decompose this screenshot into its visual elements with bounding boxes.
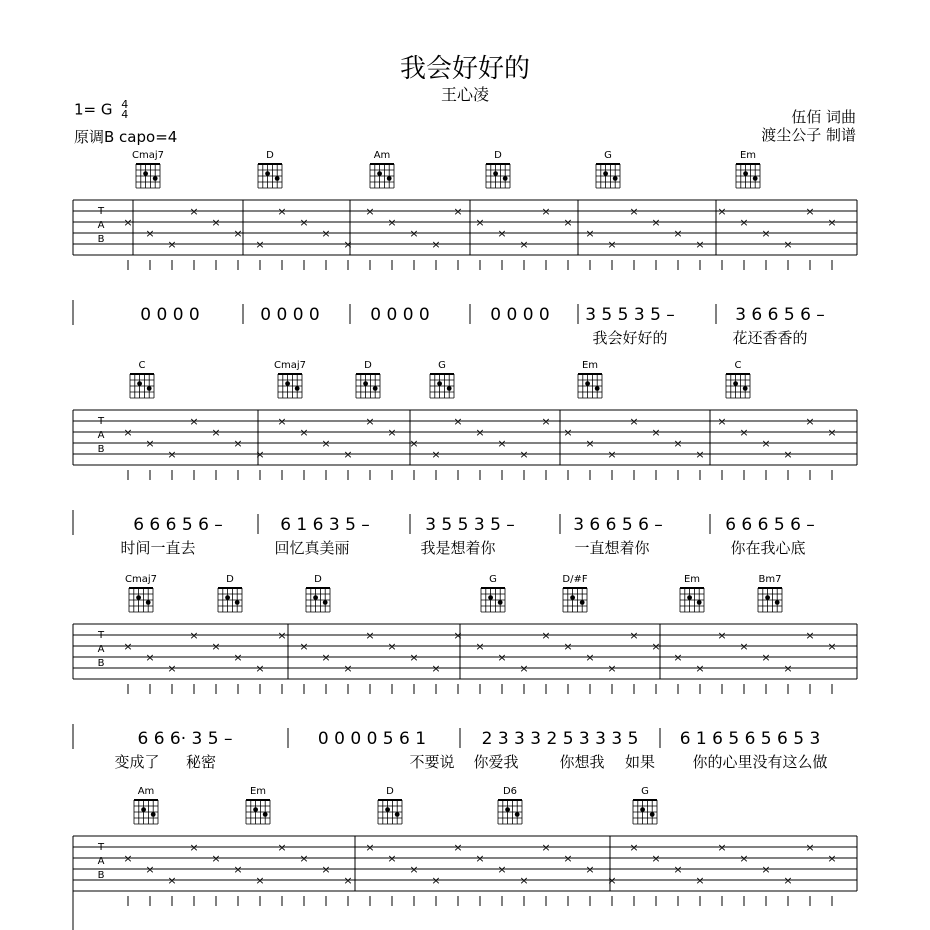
- note-mark: ×: [321, 863, 331, 876]
- note-mark: ×: [695, 874, 705, 887]
- chord-name: Am: [137, 786, 155, 797]
- chord-dot: [505, 807, 510, 812]
- note-mark: ×: [607, 874, 617, 887]
- note-mark: ×: [805, 841, 815, 854]
- chord-name: D: [364, 360, 372, 371]
- chord-dot: [595, 386, 600, 391]
- chord-diagram: [736, 150, 760, 188]
- chord-name: Bm7: [758, 574, 782, 585]
- chord-dot: [570, 595, 575, 600]
- note-mark: ×: [629, 629, 639, 642]
- chord-diagram: [370, 150, 394, 188]
- lyric: 变成了: [114, 753, 160, 771]
- note-mark: ×: [277, 415, 287, 428]
- note-mark: ×: [739, 640, 749, 653]
- original-key: 原调B capo=4: [74, 128, 178, 146]
- note-mark: ×: [673, 227, 683, 240]
- note-mark: ×: [497, 437, 507, 450]
- note-mark: ×: [233, 227, 243, 240]
- note-mark: ×: [651, 216, 661, 229]
- note-mark: ×: [343, 874, 353, 887]
- note-mark: ×: [211, 426, 221, 439]
- note-mark: ×: [233, 863, 243, 876]
- numbered-notes: 0 0 0 0 5 6 1: [317, 729, 427, 749]
- chord-diagram: [578, 360, 602, 398]
- note-mark: ×: [123, 640, 133, 653]
- note-mark: ×: [475, 426, 485, 439]
- chord-dot: [323, 600, 328, 605]
- chord-diagram: [633, 786, 657, 824]
- note-mark: ×: [365, 841, 375, 854]
- chord-name: D: [314, 574, 322, 585]
- lyric: 一直想着你: [574, 539, 650, 557]
- numbered-notes: 0 0 0 0: [370, 305, 430, 325]
- note-mark: ×: [563, 852, 573, 865]
- note-mark: ×: [783, 874, 793, 887]
- tab-clef-letter: B: [97, 234, 105, 245]
- note-mark: ×: [255, 448, 265, 461]
- chord-name: G: [489, 574, 497, 585]
- note-mark: ×: [717, 841, 727, 854]
- chord-name: Am: [373, 150, 391, 161]
- tab-clef-letter: A: [97, 220, 105, 231]
- lyric: 秘密: [185, 753, 217, 771]
- note-mark: ×: [519, 662, 529, 675]
- note-mark: ×: [299, 216, 309, 229]
- chord-dot: [141, 807, 146, 812]
- chord-dot: [733, 381, 738, 386]
- chord-dot: [235, 600, 240, 605]
- note-mark: ×: [761, 863, 771, 876]
- note-mark: ×: [607, 448, 617, 461]
- key-label: 1= G: [74, 100, 113, 119]
- chord-dot: [253, 807, 258, 812]
- tab-clef-letter: T: [97, 416, 105, 427]
- note-mark: ×: [299, 426, 309, 439]
- note-mark: ×: [475, 852, 485, 865]
- note-mark: ×: [189, 415, 199, 428]
- note-mark: ×: [299, 640, 309, 653]
- note-mark: ×: [453, 415, 463, 428]
- note-mark: ×: [145, 437, 155, 450]
- chord-dot: [363, 381, 368, 386]
- note-mark: ×: [695, 662, 705, 675]
- chord-dot: [743, 171, 748, 176]
- chord-dot: [775, 600, 780, 605]
- note-mark: ×: [695, 238, 705, 251]
- chord-name: Cmaj7: [125, 574, 157, 585]
- note-mark: ×: [761, 227, 771, 240]
- chord-dot: [437, 381, 442, 386]
- note-mark: ×: [673, 651, 683, 664]
- note-mark: ×: [123, 852, 133, 865]
- note-mark: ×: [739, 216, 749, 229]
- note-mark: ×: [651, 852, 661, 865]
- tab-clef-letter: A: [97, 644, 105, 655]
- numbered-notes: 0 0 0 0: [260, 305, 320, 325]
- numbered-notes: 0 0 0 0: [140, 305, 200, 325]
- chord-name: D/#F: [562, 574, 588, 585]
- chord-dot: [603, 171, 608, 176]
- chord-diagram: [726, 360, 750, 398]
- chord-name: Em: [739, 150, 757, 161]
- chord-dot: [395, 812, 400, 817]
- lyric: 如果: [624, 753, 656, 771]
- chord-dot: [640, 807, 645, 812]
- chord-name: G: [604, 150, 612, 161]
- note-mark: ×: [783, 448, 793, 461]
- note-mark: ×: [827, 852, 837, 865]
- chord-dot: [697, 600, 702, 605]
- note-mark: ×: [409, 651, 419, 664]
- numbered-notes: 2 3 3 3 2 5 3 3 3 5: [481, 729, 639, 749]
- note-mark: ×: [299, 852, 309, 865]
- chord-dot: [447, 386, 452, 391]
- numbered-notes: 6 1 6 5 6 5 6 5 3: [679, 729, 821, 749]
- note-mark: ×: [409, 863, 419, 876]
- note-mark: ×: [167, 448, 177, 461]
- note-mark: ×: [343, 238, 353, 251]
- note-mark: ×: [211, 640, 221, 653]
- chord-name: G: [641, 786, 649, 797]
- note-mark: ×: [497, 863, 507, 876]
- chord-name: D6: [502, 786, 518, 797]
- note-mark: ×: [321, 651, 331, 664]
- tab-clef-letter: T: [97, 206, 105, 217]
- note-mark: ×: [343, 662, 353, 675]
- note-mark: ×: [519, 448, 529, 461]
- chord-name: Em: [683, 574, 701, 585]
- numbered-notes: 6 6 6 5 6 –: [133, 515, 223, 535]
- note-mark: ×: [629, 841, 639, 854]
- note-mark: ×: [695, 448, 705, 461]
- chord-dot: [743, 386, 748, 391]
- note-mark: ×: [541, 205, 551, 218]
- note-mark: ×: [827, 426, 837, 439]
- chord-dot: [498, 600, 503, 605]
- note-mark: ×: [519, 238, 529, 251]
- note-mark: ×: [519, 874, 529, 887]
- tab-clef-letter: A: [97, 856, 105, 867]
- note-mark: ×: [189, 205, 199, 218]
- note-mark: ×: [167, 662, 177, 675]
- chord-diagram: [430, 360, 454, 398]
- note-mark: ×: [189, 841, 199, 854]
- lyric: 花还香香的: [732, 329, 808, 347]
- note-mark: ×: [387, 640, 397, 653]
- chord-diagram: [562, 574, 587, 612]
- note-mark: ×: [827, 216, 837, 229]
- chord-dot: [373, 386, 378, 391]
- system-1: [73, 150, 857, 347]
- chord-diagram: [274, 360, 306, 398]
- chord-dot: [265, 171, 270, 176]
- note-mark: ×: [123, 426, 133, 439]
- note-mark: ×: [629, 205, 639, 218]
- tab-clef-letter: B: [97, 870, 105, 881]
- note-mark: ×: [761, 437, 771, 450]
- note-mark: ×: [431, 874, 441, 887]
- chord-diagram: [218, 574, 242, 612]
- chord-dot: [765, 595, 770, 600]
- note-mark: ×: [365, 205, 375, 218]
- chord-name: Cmaj7: [274, 360, 306, 371]
- numbered-notes: 3 5 5 3 5 –: [425, 515, 515, 535]
- lyric: 你想我: [559, 753, 605, 771]
- chord-name: D: [226, 574, 234, 585]
- lyric: 你的心里没有这么做: [692, 753, 828, 771]
- note-mark: ×: [453, 205, 463, 218]
- note-mark: ×: [431, 448, 441, 461]
- note-mark: ×: [541, 629, 551, 642]
- chord-dot: [613, 176, 618, 181]
- note-mark: ×: [563, 426, 573, 439]
- note-mark: ×: [387, 852, 397, 865]
- chord-dot: [377, 171, 382, 176]
- chord-name: C: [138, 360, 146, 371]
- note-mark: ×: [607, 662, 617, 675]
- system-4: [73, 786, 857, 906]
- numbered-notes: 6 6 6· 3 5 –: [137, 729, 233, 749]
- note-mark: ×: [145, 227, 155, 240]
- chord-dot: [295, 386, 300, 391]
- note-mark: ×: [277, 629, 287, 642]
- note-mark: ×: [233, 651, 243, 664]
- note-mark: ×: [761, 651, 771, 664]
- numbered-notes: 0 0 0 0: [490, 305, 550, 325]
- chord-dot: [385, 807, 390, 812]
- note-mark: ×: [145, 651, 155, 664]
- lyricist: 伍佰 词曲: [791, 108, 856, 126]
- note-mark: ×: [255, 662, 265, 675]
- note-mark: ×: [585, 227, 595, 240]
- lyric: 回忆真美丽: [274, 539, 350, 557]
- note-mark: ×: [145, 863, 155, 876]
- chord-diagram: [680, 574, 704, 612]
- numbered-notes: 6 6 6 5 6 –: [725, 515, 815, 535]
- note-mark: ×: [365, 629, 375, 642]
- time-sig-top: 4: [121, 98, 129, 111]
- note-mark: ×: [585, 651, 595, 664]
- note-mark: ×: [827, 640, 837, 653]
- chord-dot: [488, 595, 493, 600]
- chord-dot: [147, 386, 152, 391]
- chord-diagram: [132, 150, 164, 188]
- note-mark: ×: [277, 205, 287, 218]
- note-mark: ×: [255, 238, 265, 251]
- note-mark: ×: [409, 437, 419, 450]
- chord-dot: [263, 812, 268, 817]
- song-title: 我会好好的: [399, 54, 530, 84]
- chord-diagram: [486, 150, 510, 188]
- lyric: 你爱我: [473, 753, 519, 771]
- note-mark: ×: [585, 437, 595, 450]
- chord-dot: [285, 381, 290, 386]
- chord-dot: [151, 812, 156, 817]
- chord-dot: [143, 171, 148, 176]
- note-mark: ×: [167, 874, 177, 887]
- lyric: 你在我心底: [730, 539, 806, 557]
- note-mark: ×: [805, 629, 815, 642]
- numbered-notes: 3 6 6 5 6 –: [573, 515, 663, 535]
- chord-name: Em: [581, 360, 599, 371]
- tab-clef-letter: B: [97, 444, 105, 455]
- chord-dot: [225, 595, 230, 600]
- time-sig-bottom: 4: [121, 108, 129, 121]
- note-mark: ×: [387, 216, 397, 229]
- note-mark: ×: [255, 874, 265, 887]
- note-mark: ×: [387, 426, 397, 439]
- tab-clef-letter: T: [97, 630, 105, 641]
- chord-name: D: [494, 150, 502, 161]
- note-mark: ×: [739, 852, 749, 865]
- note-mark: ×: [123, 216, 133, 229]
- note-mark: ×: [541, 415, 551, 428]
- chord-dot: [515, 812, 520, 817]
- chord-name: D: [386, 786, 394, 797]
- note-mark: ×: [321, 227, 331, 240]
- note-mark: ×: [167, 238, 177, 251]
- note-mark: ×: [783, 662, 793, 675]
- chord-diagram: [378, 786, 402, 824]
- note-mark: ×: [431, 238, 441, 251]
- note-mark: ×: [541, 841, 551, 854]
- note-mark: ×: [453, 841, 463, 854]
- note-mark: ×: [717, 629, 727, 642]
- chord-name: Cmaj7: [132, 150, 164, 161]
- chord-dot: [503, 176, 508, 181]
- chord-name: Em: [249, 786, 267, 797]
- systems-layer: [73, 150, 857, 930]
- note-mark: ×: [497, 651, 507, 664]
- chord-diagram: [134, 786, 158, 824]
- note-mark: ×: [673, 437, 683, 450]
- note-mark: ×: [189, 629, 199, 642]
- numbered-notes: 6 1 6 3 5 –: [280, 515, 370, 535]
- chord-dot: [493, 171, 498, 176]
- chord-name: C: [734, 360, 742, 371]
- chord-diagram: [481, 574, 505, 612]
- note-mark: ×: [343, 448, 353, 461]
- chord-dot: [275, 176, 280, 181]
- chord-dot: [136, 595, 141, 600]
- note-mark: ×: [739, 426, 749, 439]
- note-mark: ×: [497, 227, 507, 240]
- note-mark: ×: [805, 415, 815, 428]
- note-mark: ×: [321, 437, 331, 450]
- note-mark: ×: [805, 205, 815, 218]
- chord-diagram: [246, 786, 270, 824]
- tab-clef-letter: T: [97, 842, 105, 853]
- chord-diagram: [758, 574, 782, 612]
- chord-dot: [650, 812, 655, 817]
- lyric: 我会好好的: [592, 329, 668, 347]
- note-mark: ×: [211, 852, 221, 865]
- note-mark: ×: [563, 216, 573, 229]
- note-mark: ×: [233, 437, 243, 450]
- chord-dot: [146, 600, 151, 605]
- note-mark: ×: [717, 205, 727, 218]
- chord-dot: [585, 381, 590, 386]
- chord-diagram: [130, 360, 154, 398]
- note-mark: ×: [431, 662, 441, 675]
- note-mark: ×: [475, 216, 485, 229]
- chord-name: G: [438, 360, 446, 371]
- chord-dot: [387, 176, 392, 181]
- note-mark: ×: [783, 238, 793, 251]
- chord-dot: [687, 595, 692, 600]
- note-mark: ×: [651, 426, 661, 439]
- note-mark: ×: [607, 238, 617, 251]
- lyric: 我是想着你: [420, 539, 496, 557]
- numbered-notes: 3 6 6 5 6 –: [735, 305, 825, 325]
- note-mark: ×: [717, 415, 727, 428]
- note-mark: ×: [277, 841, 287, 854]
- tab-clef-letter: A: [97, 430, 105, 441]
- chord-diagram: [596, 150, 620, 188]
- note-mark: ×: [563, 640, 573, 653]
- note-mark: ×: [585, 863, 595, 876]
- system-3: [73, 574, 857, 771]
- lyric: 不要说: [409, 753, 455, 771]
- chord-diagram: [125, 574, 157, 612]
- note-mark: ×: [629, 415, 639, 428]
- chord-dot: [753, 176, 758, 181]
- chord-dot: [313, 595, 318, 600]
- chord-dot: [137, 381, 142, 386]
- chord-diagram: [258, 150, 282, 188]
- transcriber: 渡尘公子 制谱: [761, 126, 856, 144]
- chord-diagram: [306, 574, 330, 612]
- chord-diagram: [356, 360, 380, 398]
- note-mark: ×: [409, 227, 419, 240]
- note-mark: ×: [475, 640, 485, 653]
- tab-clef-letter: B: [97, 658, 105, 669]
- singer-name: 王心凌: [440, 85, 489, 104]
- lyric: 时间一直去: [120, 539, 196, 557]
- chord-name: D: [266, 150, 274, 161]
- chord-dot: [580, 600, 585, 605]
- system-2: [73, 360, 857, 557]
- numbered-notes: 3 5 5 3 5 –: [585, 305, 675, 325]
- note-mark: ×: [651, 640, 661, 653]
- note-mark: ×: [453, 629, 463, 642]
- note-mark: ×: [365, 415, 375, 428]
- chord-dot: [153, 176, 158, 181]
- chord-diagram: [498, 786, 522, 824]
- note-mark: ×: [673, 863, 683, 876]
- note-mark: ×: [211, 216, 221, 229]
